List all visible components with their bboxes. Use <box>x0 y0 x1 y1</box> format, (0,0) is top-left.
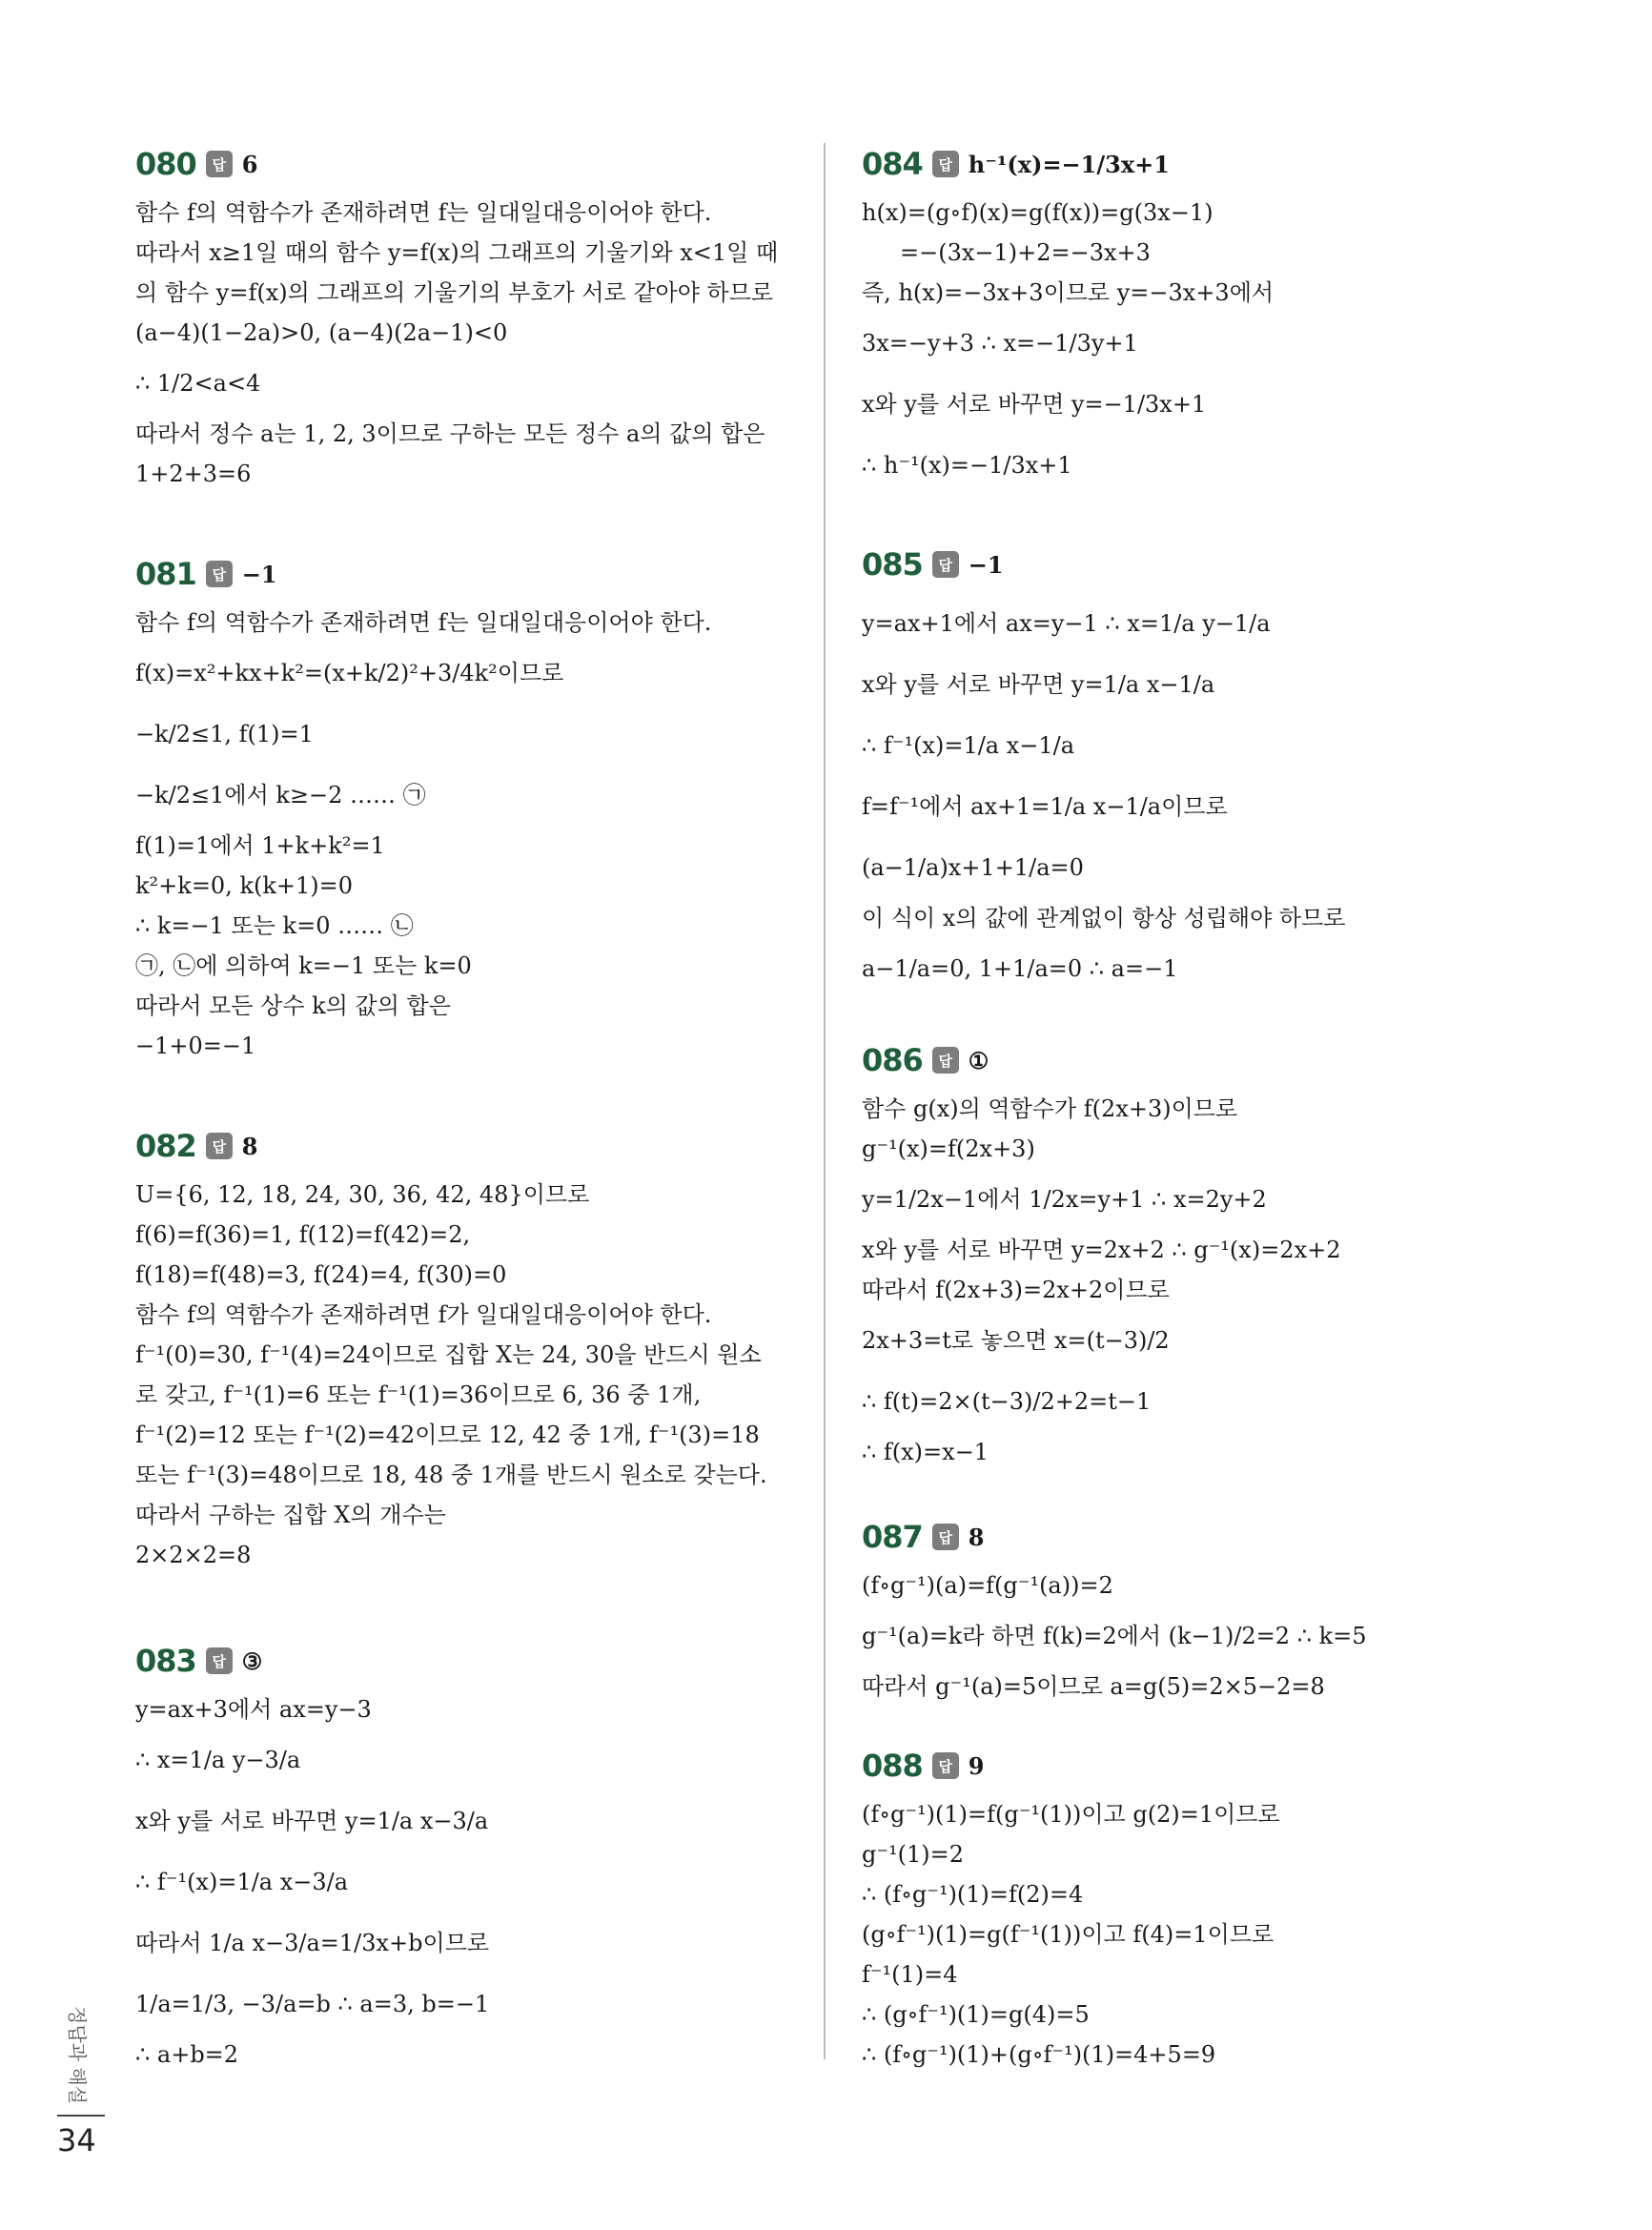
answer-value: 8 <box>968 1523 985 1551</box>
solution-line: ∴ 1/2<a<4 <box>135 370 261 397</box>
problem-number: 083 <box>135 1643 196 1679</box>
answer-badge: 답 <box>932 151 959 177</box>
solution-line: h(x)=(g∘f)(x)=g(f(x))=g(3x−1) <box>862 199 1214 226</box>
problem-088 <box>862 1745 1519 2075</box>
solution-line: g⁻¹(x)=f(2x+3) <box>862 1135 1035 1162</box>
solution-line: ∴ f⁻¹(x)=1/a x−3/a <box>135 1869 349 1895</box>
answer-badge: 답 <box>206 1647 233 1674</box>
answer-badge: 답 <box>206 561 233 587</box>
answer-badge: 답 <box>932 1047 959 1074</box>
problem-number: 082 <box>135 1128 196 1164</box>
page-number-rule <box>57 2115 105 2117</box>
solution-line: 1+2+3=6 <box>135 460 252 487</box>
solution-line: −k/2≤1에서 k≥−2 …… ㉠ <box>135 782 426 808</box>
solution-line: 따라서 정수 a는 1, 2, 3이므로 구하는 모든 정수 a의 값의 합은 <box>135 420 765 447</box>
solution-line: ∴ f⁻¹(x)=1/a x−1/a <box>862 732 1075 759</box>
solution-line: f⁻¹(1)=4 <box>862 1961 958 1988</box>
solution-line: 2×2×2=8 <box>135 1542 252 1568</box>
solution-line: ∴ f(x)=x−1 <box>862 1439 989 1465</box>
answer-value: ③ <box>241 1647 263 1675</box>
solution-line: k²+k=0, k(k+1)=0 <box>135 872 354 899</box>
solution-line: 의 함수 y=f(x)의 그래프의 기울기의 부호가 서로 같아야 하므로 <box>135 279 774 306</box>
problem-number: 081 <box>135 556 196 592</box>
solution-line: 또는 f⁻¹(3)=48이므로 18, 48 중 1개를 반드시 원소로 갖는다. <box>135 1462 767 1488</box>
problem-header <box>862 1745 1519 1787</box>
solution-line: f(6)=f(36)=1, f(12)=f(42)=2, <box>135 1221 471 1248</box>
solution-line: =−(3x−1)+2=−3x+3 <box>900 239 1151 266</box>
solution-line: (f∘g⁻¹)(a)=f(g⁻¹(a))=2 <box>862 1572 1113 1599</box>
solution-line: 따라서 구하는 집합 X의 개수는 <box>135 1502 446 1528</box>
solution-line: −k/2≤1, f(1)=1 <box>135 721 314 747</box>
solution-line: x와 y를 서로 바꾸면 y=1/a x−3/a <box>135 1808 489 1834</box>
solution-line: f⁻¹(0)=30, f⁻¹(4)=24이므로 집합 X는 24, 30을 반드시 원소 <box>135 1341 762 1368</box>
solution-line: ∴ a+b=2 <box>135 2041 239 2068</box>
solution-line: f=f⁻¹에서 ax+1=1/a x−1/a이므로 <box>862 793 1228 820</box>
column-divider <box>824 143 826 2059</box>
solution-line: 함수 f의 역함수가 존재하려면 f가 일대일대응이어야 한다. <box>135 1301 712 1328</box>
answer-value: −1 <box>241 560 277 588</box>
solution-line: ㉠, ㉡에 의하여 k=−1 또는 k=0 <box>135 952 472 979</box>
solution-line: 따라서 g⁻¹(a)=5이므로 a=g(5)=2×5−2=8 <box>862 1673 1325 1700</box>
solution-line: f(1)=1에서 1+k+k²=1 <box>135 832 385 859</box>
problem-header <box>862 143 1519 185</box>
answer-value: h⁻¹(x)=−1/3x+1 <box>968 150 1170 178</box>
solution-line: f⁻¹(2)=12 또는 f⁻¹(2)=42이므로 12, 42 중 1개, f⁻¹(3)=18 <box>135 1422 760 1448</box>
solution-line: y=ax+3에서 ax=y−3 <box>135 1696 372 1723</box>
solution-line: y=ax+1에서 ax=y−1 ∴ x=1/a y−1/a <box>862 610 1271 637</box>
solution-line: ∴ x=1/a y−3/a <box>135 1747 301 1773</box>
solution-line: (a−4)(1−2a)>0, (a−4)(2a−1)<0 <box>135 319 508 346</box>
side-section-label <box>57 2002 99 2107</box>
solution-line: f(18)=f(48)=3, f(24)=4, f(30)=0 <box>135 1261 507 1288</box>
solution-line: ∴ f(t)=2×(t−3)/2+2=t−1 <box>862 1388 1152 1415</box>
answer-badge: 답 <box>206 1133 233 1159</box>
solution-line: (a−1/a)x+1+1/a=0 <box>862 854 1084 881</box>
problem-header <box>135 553 793 595</box>
problem-number: 085 <box>862 546 923 583</box>
problem-header <box>135 1640 793 1682</box>
solution-line: x와 y를 서로 바꾸면 y=−1/3x+1 <box>862 391 1207 418</box>
solution-line: −1+0=−1 <box>135 1033 256 1059</box>
answer-badge: 답 <box>932 1752 959 1779</box>
answer-value: 6 <box>241 150 258 178</box>
solution-line: (g∘f⁻¹)(1)=g(f⁻¹(1))이고 f(4)=1이므로 <box>862 1921 1275 1948</box>
problem-084 <box>862 143 1519 496</box>
solution-line: f(x)=x²+kx+k²=(x+k/2)²+3/4k²이므로 <box>135 660 564 686</box>
solution-line: U={6, 12, 18, 24, 30, 36, 42, 48}이므로 <box>135 1181 590 1208</box>
solution-line: 함수 f의 역함수가 존재하려면 f는 일대일대응이어야 한다. <box>135 609 712 636</box>
solution-line: 즉, h(x)=−3x+3이므로 y=−3x+3에서 <box>862 279 1275 306</box>
solution-line: 따라서 f(2x+3)=2x+2이므로 <box>862 1277 1170 1303</box>
solution-line: g⁻¹(a)=k라 하면 f(k)=2에서 (k−1)/2=2 ∴ k=5 <box>862 1623 1367 1649</box>
solution-line: ∴ (f∘g⁻¹)(1)=f(2)=4 <box>862 1881 1084 1908</box>
problem-number: 080 <box>135 146 196 182</box>
problem-081 <box>135 553 793 1066</box>
solution-line: ∴ (f∘g⁻¹)(1)+(g∘f⁻¹)(1)=4+5=9 <box>862 2041 1216 2068</box>
problem-header <box>862 1516 1519 1558</box>
page-number: 34 <box>57 2122 96 2158</box>
solution-line: ∴ h⁻¹(x)=−1/3x+1 <box>862 452 1072 479</box>
answer-badge: 답 <box>932 1524 959 1550</box>
answer-badge: 답 <box>206 151 233 177</box>
solution-line: 3x=−y+3 ∴ x=−1/3y+1 <box>862 330 1138 357</box>
answer-value: 9 <box>968 1751 985 1780</box>
side-label-text: 정답과 해설 <box>65 2005 89 2104</box>
problem-083 <box>135 1640 793 2075</box>
problem-086 <box>862 1039 1519 1472</box>
problem-number: 088 <box>862 1748 923 1784</box>
solution-line: 따라서 x≥1일 때의 함수 y=f(x)의 그래프의 기울기와 x<1일 때 <box>135 239 779 266</box>
answer-value: −1 <box>968 550 1004 579</box>
solution-line: 함수 f의 역함수가 존재하려면 f는 일대일대응이어야 한다. <box>135 199 712 226</box>
problem-number: 084 <box>862 146 923 182</box>
solution-line: ∴ (g∘f⁻¹)(1)=g(4)=5 <box>862 2001 1090 2028</box>
solution-line: 이 식이 x의 값에 관계없이 항상 성립해야 하므로 <box>862 905 1346 931</box>
problem-number: 086 <box>862 1042 923 1078</box>
solution-line: ∴ k=−1 또는 k=0 …… ㉡ <box>135 912 414 939</box>
answer-value: ① <box>968 1046 989 1074</box>
solution-line: 따라서 1/a x−3/a=1/3x+b이므로 <box>135 1930 490 1956</box>
solution-line: 1/a=1/3, −3/a=b ∴ a=3, b=−1 <box>135 1991 490 2017</box>
problem-082 <box>135 1125 793 1575</box>
solution-line: 로 갖고, f⁻¹(1)=6 또는 f⁻¹(1)=36이므로 6, 36 중 1개, <box>135 1381 702 1408</box>
solution-line: y=1/2x−1에서 1/2x=y+1 ∴ x=2y+2 <box>862 1186 1267 1213</box>
problem-header <box>135 1125 793 1167</box>
problem-087 <box>862 1516 1519 1707</box>
solution-line: g⁻¹(1)=2 <box>862 1841 965 1868</box>
solution-line: a−1/a=0, 1+1/a=0 ∴ a=−1 <box>862 955 1178 982</box>
problem-header <box>862 543 1519 585</box>
solution-line: 2x+3=t로 놓으면 x=(t−3)/2 <box>862 1327 1170 1354</box>
solution-line: (f∘g⁻¹)(1)=f(g⁻¹(1))이고 g(2)=1이므로 <box>862 1801 1280 1828</box>
problem-number: 087 <box>862 1519 923 1555</box>
solution-line: 따라서 모든 상수 k의 값의 합은 <box>135 992 451 1019</box>
problem-header <box>135 143 793 185</box>
problem-085 <box>862 543 1519 999</box>
problem-080 <box>135 143 793 494</box>
solution-line: x와 y를 서로 바꾸면 y=2x+2 ∴ g⁻¹(x)=2x+2 <box>862 1237 1341 1263</box>
problem-header <box>862 1039 1519 1081</box>
solution-line: x와 y를 서로 바꾸면 y=1/a x−1/a <box>862 671 1215 698</box>
answer-badge: 답 <box>932 551 959 578</box>
answer-value: 8 <box>241 1132 258 1160</box>
solution-line: 함수 g(x)의 역함수가 f(2x+3)이므로 <box>862 1095 1238 1122</box>
